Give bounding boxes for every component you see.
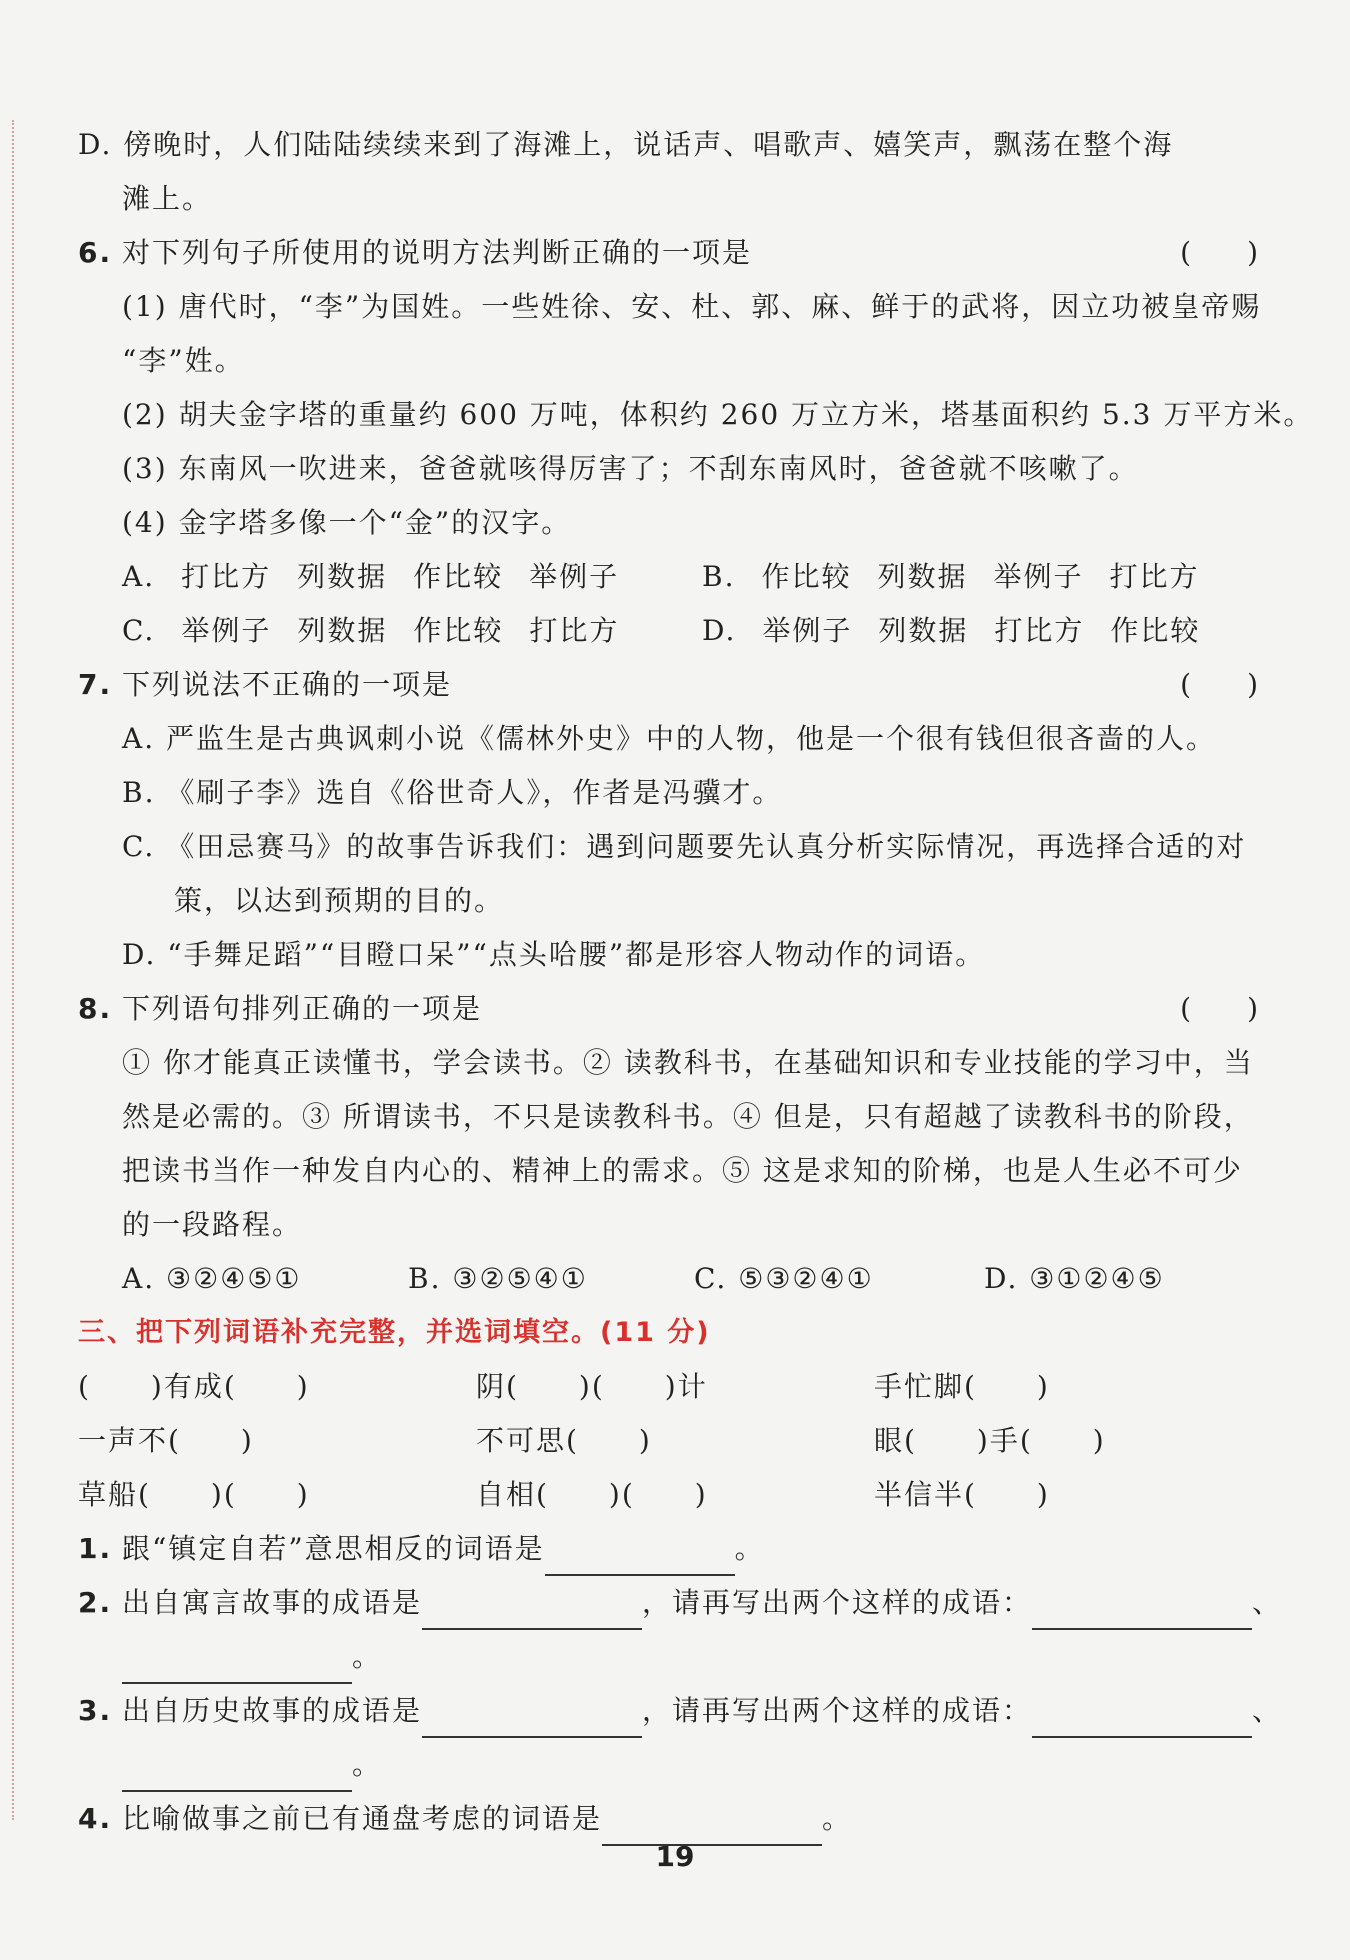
q6-option-d[interactable] [702,604,1282,658]
section3-heading: 三、把下列词语补充完整，并选词填空。(11 分) [78,1317,711,1348]
q7-option-c-line2: 策，以达到预期的目的。 [174,884,505,917]
idiom-item[interactable]: 不可思( ) [476,1424,652,1457]
fill-question-2 [78,1576,1283,1630]
fill-q3-text: 出自历史故事的成语是 [122,1694,423,1727]
q8-option-a[interactable]: A. ③②④⑤① [122,1262,302,1295]
fill-q2-number: 2. [78,1586,113,1619]
q8-number: 8. [78,992,113,1025]
q6-option-a-item: 作比较 [413,560,504,593]
q8-passage: ① 你才能真正读懂书，学会读书。② 读教科书，在基础知识和专业技能的学习中，当然是必需的。③ 所谓读书，不只是读教科书。④ 但是，只有超越了读教科书的阶段，把读书当作一种发自内心的、精神上的需求。⑤ 这是求知的阶梯，也是人生必不可少的一段路程。 [122,1046,1254,1241]
margin-dotted-line [12,120,14,1820]
q7-option-d[interactable]: D. “手舞足蹈”“目瞪口呆”“点头哈腰”都是形容人物动作的词语。 [122,938,986,971]
fill-q3-blank-2[interactable] [1032,1702,1252,1738]
q6-option-b-item: 作比较 [761,560,852,593]
q6-answer-paren[interactable]: ( ) [1180,236,1258,269]
fill-question-3-cont [78,1738,1278,1792]
q6-option-a-letter: A. [122,560,156,593]
period: 。 [352,1748,383,1781]
q7-option-c-line1[interactable]: C. 《田忌赛马》的故事告诉我们：遇到问题要先认真分析实际情况，再选择合适的对 [122,830,1247,863]
fill-question-2-cont [78,1630,1278,1684]
fill-question-1 [78,1522,1278,1576]
idiom-item[interactable]: 一声不( ) [78,1424,254,1457]
fill-q2-blank-2[interactable] [1032,1594,1252,1630]
idiom-item[interactable]: 阴( )( )计 [476,1370,708,1403]
q6-number: 6. [78,236,113,269]
fill-q2-blank-3[interactable] [122,1648,352,1684]
q7-stem: 下列说法不正确的一项是 [122,668,453,701]
q6-sentence-4: (4) 金字塔多像一个“金”的汉字。 [122,506,572,539]
idiom-item[interactable]: 手忙脚( ) [874,1370,1050,1403]
q6-option-d-item: 举例子 [762,614,853,647]
period: 。 [352,1640,383,1673]
q7-stem-row [78,658,1278,712]
period: 。 [734,1532,765,1565]
q6-option-c-letter: C. [122,614,156,647]
fill-q4-number: 4. [78,1802,113,1835]
q6-option-a-item: 列数据 [297,560,388,593]
idiom-item[interactable]: 眼( )手( ) [874,1424,1106,1457]
q6-option-b[interactable] [702,550,1282,604]
idiom-fill-grid [78,1360,1278,1522]
q6-options-row2 [78,604,1278,658]
period: 。 [822,1802,853,1835]
fill-q2-text: 出自寓言故事的成语是 [122,1586,423,1619]
q7-option-a[interactable]: A. 严监生是古典讽刺小说《儒林外史》中的人物，他是一个很有钱但很吝啬的人。 [122,722,1217,755]
q6-options-row1 [78,550,1278,604]
q6-option-b-item: 列数据 [877,560,968,593]
q5-option-d-line2: 滩上。 [122,182,213,215]
idiom-item[interactable]: 半信半( ) [874,1478,1050,1511]
fill-q1-blank[interactable] [545,1540,735,1576]
fill-q3-blank-3[interactable] [122,1756,352,1792]
q6-option-a-item: 举例子 [529,560,620,593]
q6-sentence-3: (3) 东南风一吹进来，爸爸就咳得厉害了；不刮东南风时，爸爸就不咳嗽了。 [122,452,1139,485]
q6-sentence-1b: “李”姓。 [122,344,245,377]
q6-sentence-1a: (1) 唐代时，“李”为国姓。一些姓徐、安、杜、郭、麻、鲜于的武将，因立功被皇帝赐 [122,290,1262,323]
idiom-item[interactable]: 自相( )( ) [476,1478,708,1511]
fill-q4-text: 比喻做事之前已有通盘考虑的词语是 [122,1802,603,1835]
q6-option-d-item: 列数据 [878,614,969,647]
fill-q1-text: 跟“镇定自若”意思相反的词语是 [122,1532,545,1565]
page-content [78,118,1314,1846]
comma: 、 [1252,1586,1283,1619]
q8-stem-row [78,982,1278,1036]
q8-stem: 下列语句排列正确的一项是 [122,992,483,1025]
q8-answer-paren[interactable]: ( ) [1180,992,1258,1025]
comma: 、 [1252,1694,1283,1727]
page-number: 19 [655,1840,695,1873]
q6-option-c-item: 打比方 [529,614,620,647]
q7-number: 7. [78,668,113,701]
q6-option-d-item: 打比方 [994,614,1085,647]
fill-question-3 [78,1684,1283,1738]
q5-option-d-line1: D. 傍晚时，人们陆陆续续来到了海滩上，说话声、唱歌声、嬉笑声，飘荡在整个海 [78,128,1174,161]
q6-option-c[interactable] [122,604,702,658]
q6-option-a[interactable] [122,550,702,604]
idiom-item[interactable]: ( )有成( ) [78,1370,310,1403]
fill-q3-number: 3. [78,1694,113,1727]
q6-option-a-item: 打比方 [181,560,272,593]
fill-q3-mid: ，请再写出两个这样的成语： [642,1694,1033,1727]
q6-option-b-letter: B. [702,560,736,593]
q7-option-b[interactable]: B. 《刷子李》选自《俗世奇人》，作者是冯骥才。 [122,776,783,809]
q8-option-c[interactable]: C. ⑤③②④① [694,1262,874,1295]
q6-option-c-item: 作比较 [413,614,504,647]
q6-option-c-item: 列数据 [297,614,388,647]
q6-stem-row [78,226,1278,280]
q6-sentence-2: (2) 胡夫金字塔的重量约 600 万吨，体积约 260 万立方米，塔基面积约 5.3 万平方米。 [122,398,1314,431]
q7-answer-paren[interactable]: ( ) [1180,668,1258,701]
fill-question-4 [78,1792,1278,1846]
q6-option-b-item: 打比方 [1109,560,1200,593]
fill-q3-blank-1[interactable] [422,1702,642,1738]
q6-option-d-item: 作比较 [1110,614,1201,647]
q8-option-b[interactable]: B. ③②⑤④① [408,1262,588,1295]
fill-q1-number: 1. [78,1532,113,1565]
q6-option-b-item: 举例子 [993,560,1084,593]
q6-option-c-item: 举例子 [181,614,272,647]
fill-q2-mid: ，请再写出两个这样的成语： [642,1586,1033,1619]
q8-option-d[interactable]: D. ③①②④⑤ [984,1262,1165,1295]
q6-option-d-letter: D. [702,614,737,647]
q8-options [78,1252,1278,1306]
fill-q2-blank-1[interactable] [422,1594,642,1630]
q6-stem: 对下列句子所使用的说明方法判断正确的一项是 [122,236,753,269]
idiom-item[interactable]: 草船( )( ) [78,1478,310,1511]
